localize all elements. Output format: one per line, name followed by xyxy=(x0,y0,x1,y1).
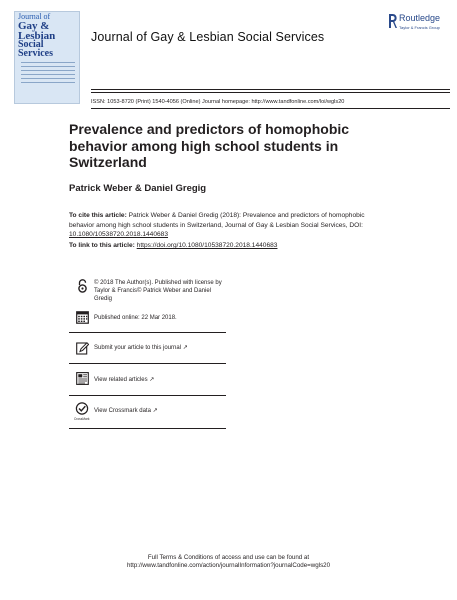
submit-text[interactable]: Submit your article to this journal xyxy=(94,345,182,351)
external-link-icon: ↗ xyxy=(149,377,155,383)
routledge-mark-icon xyxy=(388,14,397,28)
license-text: © 2018 The Author(s). Published with license by Taylor & Francis© Patrick Weber and Daniel Gredig xyxy=(94,280,222,302)
crossmark-badge-text: CrossMark xyxy=(74,417,90,421)
external-link-icon: ↗ xyxy=(152,408,158,414)
info-divider-4 xyxy=(69,428,226,429)
submit-edit-icon xyxy=(76,341,89,355)
publisher-subtitle: Taylor & Francis Group xyxy=(399,25,440,30)
cite-doi-link[interactable]: 10.1080/10538720.2018.1440683 xyxy=(69,231,169,238)
cover-line-3: Social Services xyxy=(18,39,53,59)
footer-line-1: Full Terms & Conditions of access and use can be found at xyxy=(147,554,310,561)
related-articles-link[interactable] xyxy=(94,376,154,384)
crossmark-icon xyxy=(74,402,90,416)
submit-article-link[interactable] xyxy=(94,344,188,352)
routledge-logo xyxy=(388,13,450,39)
header-rule-1 xyxy=(91,89,450,90)
crossmark-text[interactable]: View Crossmark data xyxy=(94,408,151,414)
submit-row[interactable] xyxy=(69,338,226,358)
info-divider-2 xyxy=(69,363,226,364)
publisher-name: Routledge xyxy=(399,13,441,23)
article-link-block xyxy=(69,242,277,249)
external-link-icon: ↗ xyxy=(182,345,188,351)
related-articles-icon xyxy=(76,371,89,385)
related-text[interactable]: View related articles xyxy=(94,377,148,383)
footer-line-2[interactable]: http://www.tandfonline.com/action/journalInformation?journalCode=wgls20 xyxy=(126,562,331,569)
published-row xyxy=(69,309,226,329)
info-divider-1 xyxy=(69,332,226,333)
journal-cover-image xyxy=(14,11,80,104)
cover-line-2: Gay & Lesbian xyxy=(18,20,56,42)
related-row[interactable] xyxy=(69,369,226,389)
article-authors: Patrick Weber & Daniel Gregig xyxy=(69,183,207,194)
published-date: Published online: 22 Mar 2018. xyxy=(94,315,177,321)
citation-block xyxy=(69,211,379,240)
crossmark-row[interactable] xyxy=(69,401,226,427)
link-label: To link to this article: xyxy=(69,242,135,249)
header-rule-2 xyxy=(91,92,450,93)
cite-text: Patrick Weber & Daniel Gredig (2018): Prevalence and predictors of homophobic behavior among high school students in Switzerland, Journal of Gay & Lesbian Social Services, DOI: xyxy=(69,212,365,229)
cover-line-1: Journal of xyxy=(18,12,51,21)
article-doi-link[interactable]: https://doi.org/10.1080/10538720.2018.1440683 xyxy=(136,242,278,249)
header-rule-3 xyxy=(91,108,450,109)
calendar-icon xyxy=(76,310,89,324)
cover-decoration xyxy=(21,62,75,86)
cite-label: To cite this article: xyxy=(69,212,127,219)
crossmark-link[interactable] xyxy=(94,407,158,415)
open-access-icon xyxy=(76,279,89,293)
license-row xyxy=(69,277,226,307)
info-divider-3 xyxy=(69,395,226,396)
footer xyxy=(0,554,457,570)
journal-title: Journal of Gay & Lesbian Social Services xyxy=(91,30,325,44)
issn-line: ISSN: 1053-8720 (Print) 1540-4056 (Online) Journal homepage: http://www.tandfonline.com/loi/wgls20 xyxy=(91,99,345,105)
article-title: Prevalence and predictors of homophobic behavior among high school students in Switzerland xyxy=(69,121,350,170)
